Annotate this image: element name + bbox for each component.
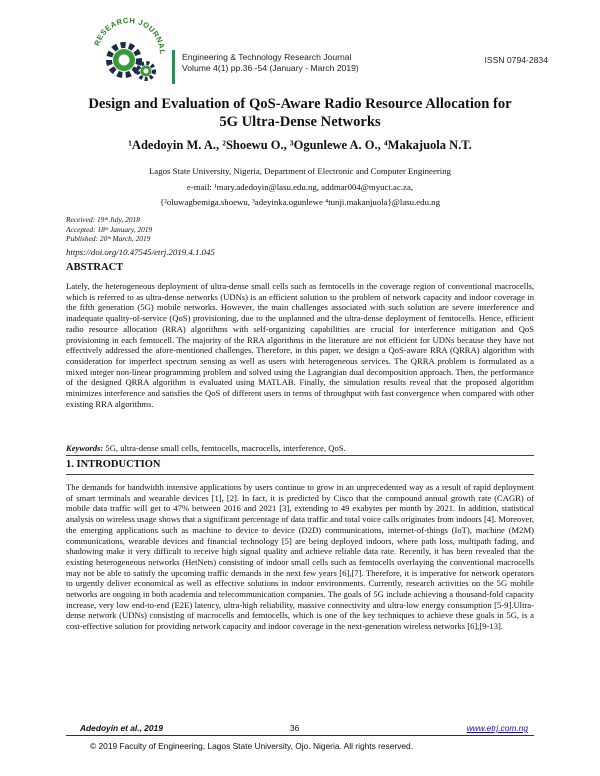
journal-name: Engineering & Technology Research Journal: [182, 52, 352, 62]
title-line-2: 5G Ultra-Dense Networks: [219, 114, 381, 130]
volume-info: Volume 4(1) pp.36 -54 (January - March 2019): [182, 63, 359, 73]
logo-text: RESEARCH JOURNAL: [92, 15, 168, 55]
footer-author: Adedoyin et al., 2019: [80, 723, 163, 733]
copyright: © 2019 Faculty of Engineering, Lagos State University, Ojo. Nigeria. All rights reserved.: [90, 741, 414, 751]
keywords-label: Keywords:: [66, 443, 104, 453]
dates: [66, 215, 152, 244]
page-number: 36: [290, 723, 300, 733]
gear-icon: [109, 45, 139, 75]
intro-text: The demands for bandwidth intensive applications by users continue to grow in an unprecedented way as a result of rapid deployment of smart terminals and wearable devices [1], [2]. In fact, it is predicted by Cisco that the compound annual growth rate (CAGR) of mobile data traffic will get to 47% between 2016 and 2021 [3], extending to 49 exabytes per month by 2021. In addition, statistical analysis on wireless usage shows that a significant percentage of data traffic and total voice calls originates from indoors [4]. Moreover, the emerging applications such as machine to device to device (D2D) communications, internet-of-things (IoT), machine (M2M) communications, wearable devices and financial technology [5] are being deployed indoors, where path loss, multipath fading, and shadowing make it very difficult to receive high signal quality and achieve reliable data rate. Recently, it has been revealed that the existing heterogeneous networks (HetNets) consisting of indoor small cells such as femtocells overlaying the conventional macrocells may not be able to satisfy the upcoming traffic demands in the next few years [6],[7]. Therefore, it is imperative for network operators to urgently deliver economical as well as effective solutions in indoor environments. Currently, research activities on the 5G mobile networks are ongoing in both academia and telecommunication companies. The goals of 5G include achieving a thousand-fold capacity increase, very low end-to-end (E2E) latency, ultra-high reliability, massive connectivity and ultra-low energy consumption [5-9].Ultra-dense network (UDNs) consisting of macrocells and femtocells, which is one of the key techniques to achieve these goals in 5G, is a cost-effective solution for providing network capacity and indoor coverage in the next-generation wireless networks [6],[9-13].: [66, 482, 534, 632]
paper-title: [40, 95, 560, 131]
doi-link[interactable]: https://doi.org/10.47545/etrj.2019.4.1.045: [66, 247, 215, 257]
abstract-heading: ABSTRACT: [66, 262, 124, 273]
accepted-date: Accepted: 18ᵗʰ January, 2019: [66, 224, 153, 234]
abstract-text: Lately, the heterogeneous deployment of ultra-dense small cells such as femtocells in the coverage region of conventional macrocells, which is referred to as ultra-dense networks (UDNs) is an efficient solution to the problem of network capacity and indoor coverage in the fifth generation (5G) mobile networks. However, the main challenges associated with such solution are severe interference and inadequate quality-of-service (QoS) provisioning, due to the unplanned and the ultra-dense deployment of femtocells. Hence, efficient radio resource allocation (RRA) algorithms with self-organizing capabilities are crucial for interference mitigation and QoS provisioning in each femtocell. The majority of the RRA algorithms in the literature are not efficient for UDNs because they have not effectively addressed the afore-mentioned challenges. Therefore, in this paper, we design a QoS-aware RRA (QRRA) algorithm with consideration for imperfect spectrum sensing as well as users with heterogeneous services. The QRRA problem is formulated as a mixed integer non-linear programming problem and solved using the Lagrangian dual decomposition approach. Then, the performance of the designed QRRA algorithm is evaluated using MATLAB. Finally, the simulation results reveal that the proposed algorithm minimizes interference and satisfies the QoS of different users in terms of throughput with fast convergence when compared with other existing RRA algorithms.: [66, 281, 534, 409]
title-line-1: Design and Evaluation of QoS-Aware Radio Resource Allocation for: [88, 96, 512, 112]
divider: [66, 455, 534, 456]
emails-line-1: e-mail: ¹mary.adedoyin@lasu.edu.ng, addmar004@myuct.ac.za,: [186, 182, 414, 192]
divider: [66, 474, 534, 475]
journal-logo: [86, 8, 172, 90]
keywords-list: 5G, ultra-dense small cells, femtocells, macrocells, interference, QoS.: [105, 443, 346, 453]
journal-info: [182, 52, 359, 74]
affiliation: Lagos State University, Nigeria, Department of Electronic and Computer Engineering: [148, 166, 452, 176]
footer-rule: [66, 735, 534, 736]
emails-line-2: {²oluwagbemiga.shoewu, ³adeyinka.ogunlewe ⁴tunji.makanjuola}@lasu.edu.ng: [160, 197, 440, 207]
issn: ISSN 0794-2834: [484, 55, 548, 65]
received-date: Received: 19ᵗʰ July, 2018: [66, 215, 140, 224]
keywords: [66, 443, 534, 454]
authors: ¹Adedoyin M. A., ²Shoewu O., ³Ogunlewe A. O., ⁴Makajuola N.T.: [128, 138, 472, 152]
intro-heading: 1. INTRODUCTION: [66, 459, 161, 470]
header-rule: [172, 50, 175, 84]
published-date: Published: 20ᵗʰ March, 2019: [66, 234, 151, 243]
footer-url-link[interactable]: www.etrj.com.ng: [466, 723, 528, 733]
